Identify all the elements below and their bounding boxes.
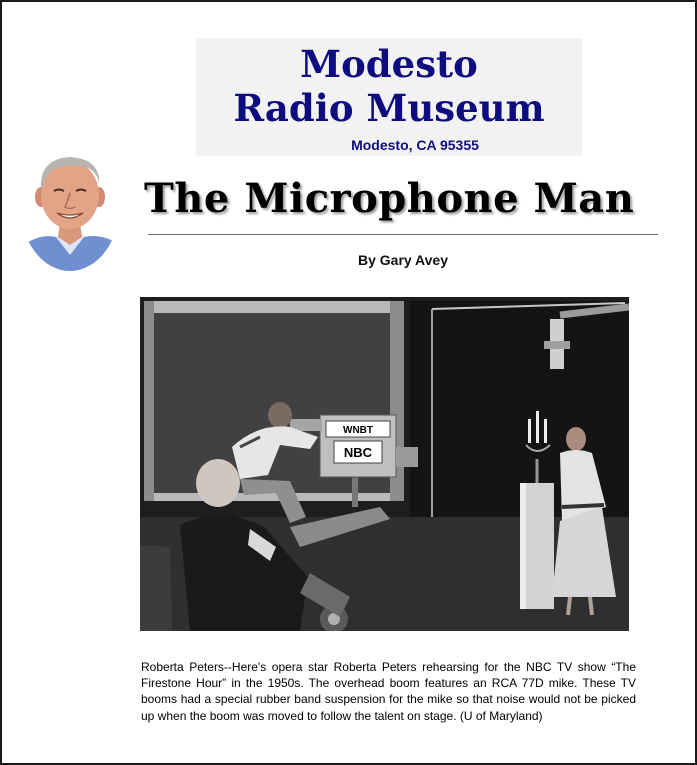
byline: By Gary Avey: [357, 252, 448, 268]
camera-sign-network: NBC: [343, 445, 373, 460]
title-divider: [148, 234, 658, 235]
masthead-name-line2: Radio Museum: [233, 86, 545, 130]
studio-photo: [140, 297, 629, 631]
masthead-location: Modesto, CA 95355: [351, 137, 479, 153]
masthead: [196, 38, 582, 156]
author-portrait: [20, 137, 120, 271]
masthead-name-line1: Modesto: [300, 42, 478, 86]
camera-sign-station: WNBT: [343, 425, 373, 436]
photo-caption: Roberta Peters--Here's opera star Roberta Peters rehearsing for the NBC TV show “The Firestone Hour” in the 1950s. The overhead boom features an RCA 77D mike. These TV booms had a special rubber band suspension for the mike so that noise would not be picked up when the boom was moved to follow the talent on stage. (U of Maryland): [141, 660, 636, 723]
page-title: The Microphone Man: [144, 175, 635, 222]
